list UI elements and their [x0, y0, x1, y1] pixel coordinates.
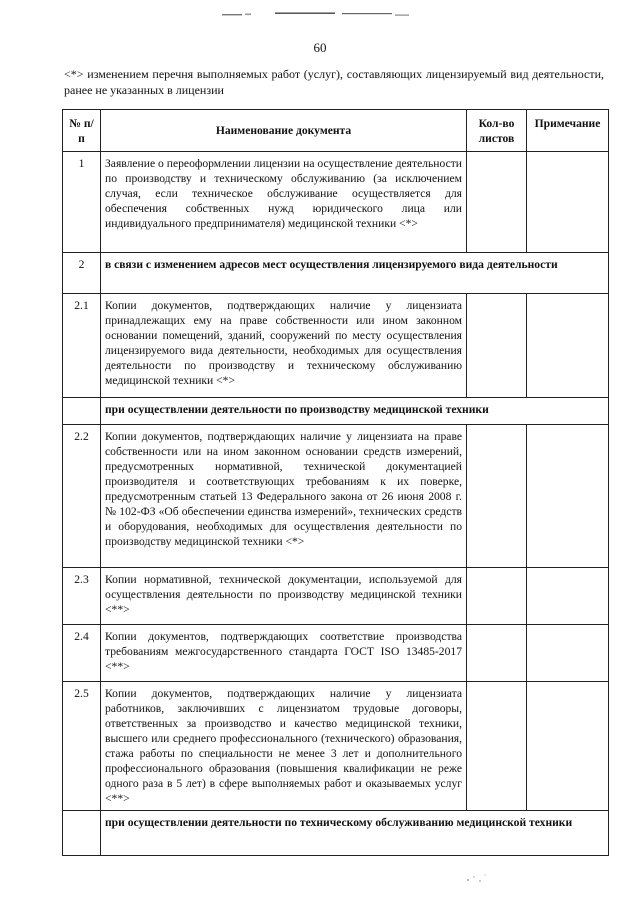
section-heading: при осуществлении деятельности по техническому обслуживанию медицинской техники	[101, 811, 609, 856]
table-row	[63, 425, 609, 568]
section-heading: в связи с изменением адресов мест осуществления лицензируемого вида деятельности	[101, 253, 609, 294]
row-sheet-count	[467, 568, 527, 625]
row-sheet-count	[467, 425, 527, 568]
header-note: Примечание	[527, 110, 609, 152]
table-row	[63, 682, 609, 811]
table-header-row	[63, 110, 609, 152]
row-sheet-count	[467, 152, 527, 253]
documents-table	[62, 109, 609, 856]
intro-paragraph: <*> изменением перечня выполняемых работ (услуг), составляющих лицензируемый вид деятельности, ранее не указанных в лицензии	[64, 67, 604, 97]
row-note	[527, 425, 609, 568]
row-document-name: Копии документов, подтверждающих соответствие производства требованиям межгосударственного стандарта ГОСТ ISO 13485-2017 <**>	[101, 625, 467, 682]
section-heading: при осуществлении деятельности по производству медицинской техники	[101, 398, 609, 425]
table-row	[63, 152, 609, 253]
header-name: Наименование документа	[101, 110, 467, 152]
row-note	[527, 682, 609, 811]
row-document-name: Копии документов, подтверждающих наличие у лицензиата принадлежащих ему на праве собственности или ином законном основании помещений, зданий, сооружений по месту осуществления лицензируемого вида деятельности, необходимых для осуществления деятельности по производству и техническому обслуживанию медицинской техники <*>	[101, 294, 467, 398]
row-note	[527, 152, 609, 253]
row-number: 2.2	[63, 425, 101, 568]
header-num: № п/п	[63, 110, 101, 152]
row-note	[527, 568, 609, 625]
table-row	[63, 294, 609, 398]
row-document-name: Копии нормативной, технической документации, используемой для осуществления деятельности по производству медицинской техники <**>	[101, 568, 467, 625]
row-number: 2.5	[63, 682, 101, 811]
row-document-name: Копии документов, подтверждающих наличие у лицензиата на праве собственности или на ином законном основании средств измерений, предусмотренных нормативной, технической документацией производителя и соответствующих требованиям к их поверке, предусмотренным статьей 13 Федерального закона от 26 июня 2008 г. № 102-ФЗ «Об обеспечении единства измерений», технических средств и оборудования, необходимых для осуществления деятельности по производству медицинской техники <*>	[101, 425, 467, 568]
row-document-name: Заявление о переоформлении лицензии на осуществление деятельности по производству и техническому обслуживанию (за исключением случая, если техническое обслуживание осуществляется для обеспечения собственных нужд юридического лица или индивидуального предпринимателя) медицинской техники <*>	[101, 152, 467, 253]
header-count: Кол-во листов	[467, 110, 527, 152]
row-number: 2.4	[63, 625, 101, 682]
table-row-section	[63, 253, 609, 294]
row-number: 1	[63, 152, 101, 253]
row-sheet-count	[467, 625, 527, 682]
table-row	[63, 568, 609, 625]
scan-artifact-top	[220, 12, 420, 18]
row-note	[527, 625, 609, 682]
row-number: 2.3	[63, 568, 101, 625]
row-document-name: Копии документов, подтверждающих наличие у лицензиата работников, заключивших с лицензиатом трудовые договоры, ответственных за производство и качество медицинской техники, высшего или среднего профессионального (технического) образования, стажа работы по специальности не менее 3 лет и дополнительного профессионального образования (повышения квалификации не реже одного раза в 5 лет) в сфере выполняемых работ и оказываемых услуг <**>	[101, 682, 467, 811]
row-number	[63, 811, 101, 856]
row-number	[63, 398, 101, 425]
table-row	[63, 625, 609, 682]
row-note	[527, 294, 609, 398]
table-row-section	[63, 398, 609, 425]
table-row-section	[63, 811, 609, 856]
row-number: 2.1	[63, 294, 101, 398]
page-number: 60	[313, 40, 327, 55]
row-sheet-count	[467, 294, 527, 398]
row-number: 2	[63, 253, 101, 294]
row-sheet-count	[467, 682, 527, 811]
scan-artifact-bottom	[450, 868, 510, 888]
